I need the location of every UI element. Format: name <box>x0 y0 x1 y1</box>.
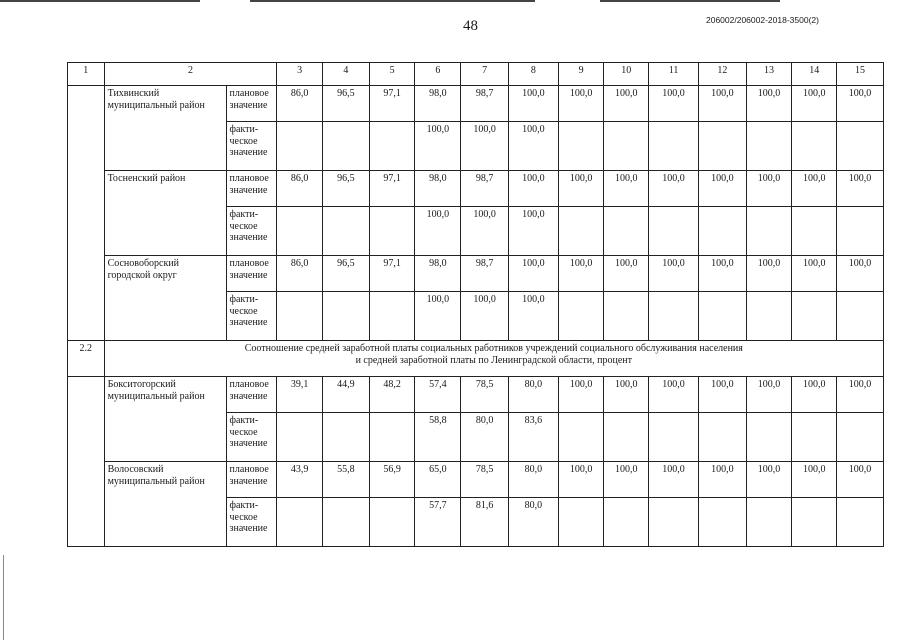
district-name: Тосненский район <box>104 171 226 256</box>
fact-label: факти-ческое значение <box>226 413 277 462</box>
plan-value-cell: 65,0 <box>415 462 461 498</box>
fact-value-cell <box>746 122 792 171</box>
plan-value-cell: 44,9 <box>323 377 370 413</box>
fact-value-cell <box>837 122 884 171</box>
section-title-line: Соотношение средней заработной платы социальных работников учреждений социального обслуживания населения <box>244 343 743 354</box>
fact-value-cell: 100,0 <box>508 207 558 256</box>
fact-value-cell <box>323 413 370 462</box>
plan-value-cell: 100,0 <box>508 171 558 207</box>
plan-value-cell: 100,0 <box>604 462 649 498</box>
column-header: 5 <box>369 63 415 86</box>
plan-value-cell: 100,0 <box>698 462 746 498</box>
column-header: 6 <box>415 63 461 86</box>
plan-label: плановое значение <box>226 86 277 122</box>
plan-value-cell: 96,5 <box>323 256 370 292</box>
fact-value-cell <box>698 122 746 171</box>
plan-value-cell: 100,0 <box>837 171 884 207</box>
fact-value-cell <box>604 413 649 462</box>
plan-value-cell: 100,0 <box>837 377 884 413</box>
district-name: Сосновоборский городской округ <box>104 256 226 341</box>
fact-value-cell <box>698 207 746 256</box>
fact-value-cell <box>649 498 699 547</box>
fact-value-cell <box>369 413 415 462</box>
fact-value-cell <box>277 498 323 547</box>
page-number: 48 <box>463 18 478 34</box>
fact-value-cell: 81,6 <box>461 498 509 547</box>
fact-value-cell <box>837 498 884 547</box>
section-row <box>68 341 884 377</box>
fact-value-cell <box>604 207 649 256</box>
fact-value-cell: 100,0 <box>508 122 558 171</box>
fact-value-cell: 100,0 <box>415 122 461 171</box>
fact-value-cell: 100,0 <box>461 292 509 341</box>
fact-value-cell <box>604 122 649 171</box>
fact-value-cell <box>369 498 415 547</box>
table-row <box>68 256 884 292</box>
plan-value-cell: 78,5 <box>461 377 509 413</box>
fact-value-cell <box>837 413 884 462</box>
plan-value-cell: 97,1 <box>369 171 415 207</box>
plan-value-cell: 97,1 <box>369 256 415 292</box>
plan-value-cell: 98,7 <box>461 171 509 207</box>
fact-label: факти-ческое значение <box>226 292 277 341</box>
plan-value-cell: 100,0 <box>746 256 792 292</box>
plan-value-cell: 100,0 <box>698 86 746 122</box>
plan-value-cell: 100,0 <box>746 462 792 498</box>
fact-value-cell <box>558 292 604 341</box>
column-header: 11 <box>649 63 699 86</box>
fact-value-cell <box>837 207 884 256</box>
data-table <box>67 62 884 547</box>
table-row <box>68 86 884 122</box>
fact-value-cell <box>746 292 792 341</box>
plan-value-cell: 48,2 <box>369 377 415 413</box>
fact-value-cell <box>746 413 792 462</box>
section-number: 2.2 <box>68 341 105 377</box>
fact-value-cell <box>698 292 746 341</box>
fact-value-cell: 100,0 <box>461 122 509 171</box>
plan-value-cell: 100,0 <box>604 377 649 413</box>
column-header: 14 <box>792 63 837 86</box>
plan-value-cell: 86,0 <box>277 86 323 122</box>
section-title <box>104 341 883 377</box>
column-header: 13 <box>746 63 792 86</box>
fact-value-cell <box>323 292 370 341</box>
fact-value-cell: 57,7 <box>415 498 461 547</box>
fact-value-cell <box>649 207 699 256</box>
plan-value-cell: 100,0 <box>558 256 604 292</box>
plan-value-cell: 100,0 <box>649 377 699 413</box>
fact-value-cell: 80,0 <box>508 498 558 547</box>
plan-label: плановое значение <box>226 462 277 498</box>
fact-value-cell: 100,0 <box>461 207 509 256</box>
fact-value-cell <box>698 498 746 547</box>
plan-value-cell: 100,0 <box>649 462 699 498</box>
fact-value-cell <box>558 413 604 462</box>
district-name: Бокситогорский муниципальный район <box>104 377 226 462</box>
fact-value-cell <box>792 498 837 547</box>
section-title-line: и средней заработной платы по Ленинградской области, процент <box>355 354 632 366</box>
column-header: 10 <box>604 63 649 86</box>
fact-value-cell <box>277 207 323 256</box>
fact-label: факти-ческое значение <box>226 122 277 171</box>
fact-value-cell <box>792 413 837 462</box>
top-rule-right <box>600 0 780 2</box>
plan-value-cell: 100,0 <box>508 256 558 292</box>
plan-value-cell: 100,0 <box>792 462 837 498</box>
header-row <box>68 63 884 86</box>
row-number-cell <box>68 377 105 547</box>
column-header: 7 <box>461 63 509 86</box>
column-header: 4 <box>323 63 370 86</box>
fact-value-cell <box>837 292 884 341</box>
fact-value-cell <box>746 498 792 547</box>
plan-value-cell: 98,0 <box>415 171 461 207</box>
plan-value-cell: 100,0 <box>746 377 792 413</box>
plan-value-cell: 98,0 <box>415 256 461 292</box>
table-row <box>68 462 884 498</box>
fact-value-cell: 83,6 <box>508 413 558 462</box>
district-name: Тихвинский муниципальный район <box>104 86 226 171</box>
column-header: 9 <box>558 63 604 86</box>
plan-value-cell: 96,5 <box>323 86 370 122</box>
plan-value-cell: 100,0 <box>792 171 837 207</box>
fact-label: факти-ческое значение <box>226 498 277 547</box>
fact-value-cell: 100,0 <box>415 207 461 256</box>
row-number-cell <box>68 86 105 341</box>
fact-value-cell <box>323 498 370 547</box>
column-header: 3 <box>277 63 323 86</box>
document-code: 206002/206002-2018-3500(2) <box>706 15 819 25</box>
plan-value-cell: 96,5 <box>323 171 370 207</box>
fact-value-cell: 100,0 <box>508 292 558 341</box>
plan-value-cell: 80,0 <box>508 377 558 413</box>
column-header: 8 <box>508 63 558 86</box>
fact-value-cell <box>698 413 746 462</box>
fact-value-cell <box>649 292 699 341</box>
fact-value-cell <box>792 292 837 341</box>
fact-value-cell <box>323 122 370 171</box>
plan-value-cell: 98,7 <box>461 86 509 122</box>
plan-value-cell: 100,0 <box>837 462 884 498</box>
column-header: 2 <box>104 63 277 86</box>
plan-value-cell: 56,9 <box>369 462 415 498</box>
plan-label: плановое значение <box>226 377 277 413</box>
plan-value-cell: 100,0 <box>792 377 837 413</box>
plan-value-cell: 100,0 <box>604 86 649 122</box>
plan-value-cell: 100,0 <box>649 86 699 122</box>
plan-value-cell: 43,9 <box>277 462 323 498</box>
plan-value-cell: 100,0 <box>792 256 837 292</box>
fact-value-cell <box>277 413 323 462</box>
plan-value-cell: 100,0 <box>558 462 604 498</box>
plan-value-cell: 39,1 <box>277 377 323 413</box>
plan-value-cell: 86,0 <box>277 171 323 207</box>
fact-value-cell <box>369 122 415 171</box>
scan-edge <box>3 555 4 640</box>
plan-value-cell: 100,0 <box>746 171 792 207</box>
fact-value-cell <box>649 413 699 462</box>
column-header: 1 <box>68 63 105 86</box>
fact-value-cell: 100,0 <box>415 292 461 341</box>
fact-value-cell <box>369 292 415 341</box>
plan-value-cell: 100,0 <box>558 171 604 207</box>
fact-value-cell <box>746 207 792 256</box>
fact-value-cell <box>277 292 323 341</box>
plan-value-cell: 100,0 <box>604 256 649 292</box>
plan-value-cell: 100,0 <box>558 86 604 122</box>
fact-value-cell <box>277 122 323 171</box>
table-row <box>68 171 884 207</box>
fact-label: факти-ческое значение <box>226 207 277 256</box>
fact-value-cell: 80,0 <box>461 413 509 462</box>
district-name: Волосовский муниципальный район <box>104 462 226 547</box>
fact-value-cell <box>323 207 370 256</box>
fact-value-cell <box>558 122 604 171</box>
plan-value-cell: 98,0 <box>415 86 461 122</box>
plan-value-cell: 100,0 <box>698 171 746 207</box>
fact-value-cell: 58,8 <box>415 413 461 462</box>
top-rule-left <box>0 0 200 2</box>
plan-value-cell: 57,4 <box>415 377 461 413</box>
plan-value-cell: 100,0 <box>604 171 649 207</box>
fact-value-cell <box>792 122 837 171</box>
plan-value-cell: 97,1 <box>369 86 415 122</box>
plan-value-cell: 100,0 <box>792 86 837 122</box>
fact-value-cell <box>369 207 415 256</box>
plan-value-cell: 78,5 <box>461 462 509 498</box>
plan-value-cell: 86,0 <box>277 256 323 292</box>
plan-value-cell: 100,0 <box>508 86 558 122</box>
fact-value-cell <box>649 122 699 171</box>
fact-value-cell <box>604 292 649 341</box>
fact-value-cell <box>792 207 837 256</box>
plan-value-cell: 100,0 <box>698 377 746 413</box>
top-rule-mid <box>250 0 535 2</box>
plan-value-cell: 55,8 <box>323 462 370 498</box>
plan-value-cell: 100,0 <box>698 256 746 292</box>
plan-value-cell: 100,0 <box>746 86 792 122</box>
fact-value-cell <box>604 498 649 547</box>
plan-value-cell: 100,0 <box>649 256 699 292</box>
plan-value-cell: 100,0 <box>837 256 884 292</box>
plan-value-cell: 80,0 <box>508 462 558 498</box>
plan-value-cell: 98,7 <box>461 256 509 292</box>
plan-value-cell: 100,0 <box>558 377 604 413</box>
plan-value-cell: 100,0 <box>649 171 699 207</box>
table-row <box>68 377 884 413</box>
plan-value-cell: 100,0 <box>837 86 884 122</box>
fact-value-cell <box>558 207 604 256</box>
column-header: 15 <box>837 63 884 86</box>
plan-label: плановое значение <box>226 256 277 292</box>
plan-label: плановое значение <box>226 171 277 207</box>
column-header: 12 <box>698 63 746 86</box>
fact-value-cell <box>558 498 604 547</box>
